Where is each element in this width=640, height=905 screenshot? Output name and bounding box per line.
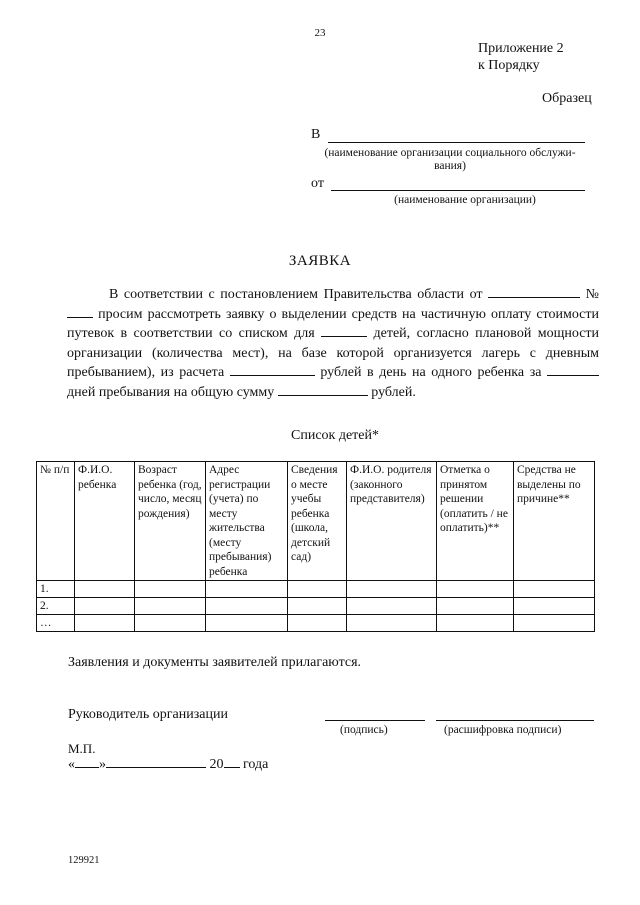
paragraph-text-3: просим рассмотреть заявку о выделении средств на частичную оплату стоимости путевок в соответствии со списком для: [67, 306, 600, 341]
from-organization-caption: (наименование организации): [394, 194, 536, 206]
year-suffix: года: [243, 757, 269, 772]
from-organization-line[interactable]: [331, 190, 585, 191]
table-row: [37, 581, 595, 598]
table-cell[interactable]: [75, 598, 135, 615]
table-row: [37, 598, 595, 615]
header-refusal-reason: Средства не выделены по причине**: [514, 462, 595, 581]
date-quote-open: «: [68, 757, 75, 772]
table-header-row: [37, 462, 595, 581]
total-sum-blank[interactable]: [278, 383, 368, 396]
to-organization-line[interactable]: [328, 142, 585, 143]
table-cell[interactable]: [347, 581, 437, 598]
document-title: ЗАЯВКА: [288, 253, 352, 269]
month-blank[interactable]: [106, 755, 206, 768]
table-cell[interactable]: [206, 598, 288, 615]
table-cell[interactable]: [437, 598, 514, 615]
table-cell[interactable]: [437, 615, 514, 632]
children-count-blank[interactable]: [321, 324, 367, 337]
resolution-number-blank[interactable]: [67, 305, 93, 318]
table-cell[interactable]: [75, 581, 135, 598]
paragraph-text-5: рублей в день на одного ребенка за: [320, 365, 542, 380]
page-number: 23: [314, 27, 326, 39]
children-list-title: Список детей*: [291, 428, 379, 443]
number-sign: №: [585, 287, 600, 302]
paragraph-text-4: детей, согласно плановой мощности организации (количества мест), на базе которой организуется лагерь с дневным пребыванием), из расчета: [67, 326, 600, 380]
to-organization-caption: (наименование организации социального обслужи- вания): [324, 147, 576, 172]
header-number: № п/п: [37, 462, 75, 581]
header-child-age: Возраст ребенка (год, число, месяц рождения): [135, 462, 206, 581]
sample-label: Образец: [542, 91, 592, 106]
table-cell[interactable]: [288, 598, 347, 615]
head-of-organization-label: Руководитель организации: [68, 707, 228, 722]
attached-documents-note: Заявления и документы заявителей прилагаются.: [68, 655, 362, 670]
table-cell[interactable]: [347, 615, 437, 632]
year-blank[interactable]: [224, 755, 240, 768]
table-cell[interactable]: [288, 615, 347, 632]
signature-line[interactable]: [325, 720, 425, 721]
table-cell[interactable]: [135, 598, 206, 615]
header-parent-name: Ф.И.О. родителя (законного представителя): [347, 462, 437, 581]
header-address: Адрес регистрации (учета) по месту жительства (месту пребывания) ребенка: [206, 462, 288, 581]
signature-caption: (подпись): [340, 724, 388, 736]
paragraph-text-7: рублей.: [371, 384, 416, 400]
from-prefix: от: [311, 176, 324, 191]
header-child-name: Ф.И.О. ребенка: [75, 462, 135, 581]
table-cell[interactable]: [514, 581, 595, 598]
row-number: …: [37, 615, 75, 632]
resolution-date-blank[interactable]: [488, 285, 580, 298]
table-cell[interactable]: [135, 581, 206, 598]
signature-decode-caption: (расшифровка подписи): [444, 724, 562, 736]
paragraph-text-6: дней пребывания на общую сумму: [67, 384, 275, 400]
appendix-line-1: Приложение 2: [478, 41, 564, 56]
year-prefix: 20: [209, 757, 224, 772]
table-cell[interactable]: [135, 615, 206, 632]
table-cell[interactable]: [75, 615, 135, 632]
signature-decode-line[interactable]: [436, 720, 594, 721]
date-line: [68, 755, 268, 773]
table-cell[interactable]: [206, 581, 288, 598]
table-cell[interactable]: [288, 581, 347, 598]
table-cell[interactable]: [347, 598, 437, 615]
request-paragraph: [67, 285, 599, 402]
daily-rate-blank[interactable]: [230, 363, 315, 376]
to-prefix: В: [311, 127, 321, 142]
header-study-place: Сведения о месте учебы ребенка (школа, детский сад): [288, 462, 347, 581]
days-count-blank[interactable]: [547, 363, 599, 376]
paragraph-text-1: В соответствии с постановлением Правительства области от: [109, 287, 483, 302]
header-decision-mark: Отметка о принятом решении (оплатить / не оплатить)**: [437, 462, 514, 581]
table-cell[interactable]: [437, 581, 514, 598]
table-cell[interactable]: [514, 615, 595, 632]
table-cell[interactable]: [206, 615, 288, 632]
stamp-label: М.П.: [68, 741, 96, 756]
row-number: 2.: [37, 598, 75, 615]
row-number: 1.: [37, 581, 75, 598]
children-table: [36, 461, 595, 632]
date-quote-close: »: [99, 757, 106, 772]
table-row: [37, 615, 595, 632]
appendix-reference: [478, 40, 564, 74]
day-blank[interactable]: [75, 755, 99, 768]
table-cell[interactable]: [514, 598, 595, 615]
appendix-line-2: к Порядку: [478, 58, 540, 73]
document-code: 129921: [68, 855, 100, 866]
